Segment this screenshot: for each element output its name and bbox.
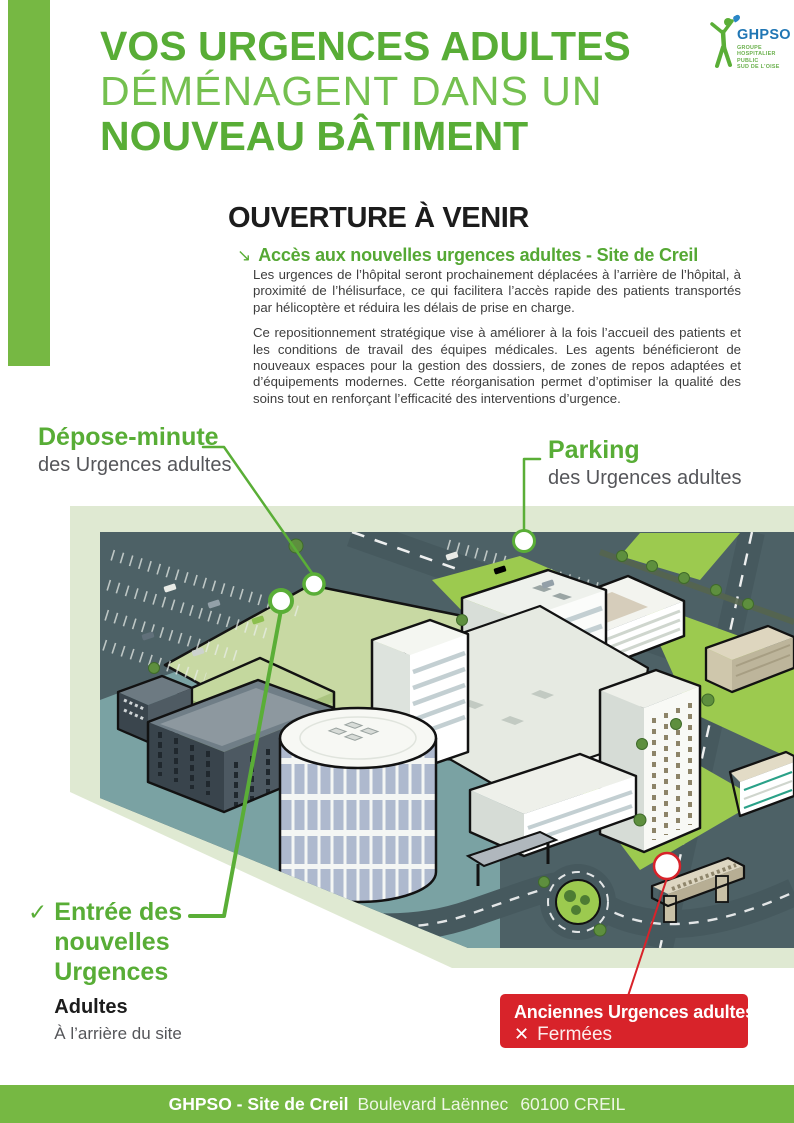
entree-title: Entrée des nouvelles Urgences [54,898,183,986]
marker-parking [514,531,535,552]
parking-subtitle: des Urgences adultes [548,467,742,489]
footer-bar [0,1085,794,1123]
entree-subtitle: À l’arrière du site [54,1024,182,1043]
entree-subtitle-bold: Adultes [54,996,128,1018]
logo-subtitle: GROUPE HOSPITALIER PUBLIC SUD DE L'OISE [737,45,780,71]
parking-title: Parking [548,436,640,464]
check-icon: ✓ [28,899,48,925]
footer-postal-city: 60100 CREIL [520,1093,626,1114]
depose-minute-label [38,424,231,477]
badge-status [514,1024,748,1046]
footer-address: Boulevard Laënnec [357,1093,509,1114]
section-heading: OUVERTURE À VENIR [228,202,529,234]
depose-title: Dépose-minute [38,423,219,451]
footer-site: GHPSO - Site de Creil [168,1093,349,1114]
subheading-text: Accès aux nouvelles urgences adultes - Site de Creil [258,245,699,265]
entree-label [28,897,182,1044]
title-line-3: NOUVEAU BÂTIMENT [100,113,529,159]
depose-subtitle: des Urgences adultes [38,454,232,476]
logo-name: GHPSO [737,27,791,43]
building-cylinder [278,708,438,905]
paragraph-2: Ce repositionnement stratégique vise à améliorer à la fois l’accueil des patients et les conditions de travail des équipes médicales. Les agents bénéficieront de nouveaux espaces pour la gestion des dossiers, de zones de repos adaptées et d’équipements modernes. Cette réorganisation permet d’optimiser la qualité des soins tout en renforçant l’efficacité des interventions d’urgence. [253,325,741,406]
paragraph-1: Les urgences de l’hôpital seront prochainement déplacées à l’arrière de l’hôpital, à proximité de l’hélisurface, ce qui facilitera l’accès rapide des patients transportés par hélicoptère et réduira les délais de prise en charge. [253,267,741,315]
marker-old-urgences [654,853,680,879]
title-line-1: VOS URGENCES ADULTES [100,23,631,69]
marker-entree [270,590,292,612]
badge-status-text: Fermées [537,1024,613,1045]
old-urgences-badge [500,994,755,1048]
marker-depose-minute [304,574,324,594]
badge-title: Anciennes Urgences adultes [514,1002,755,1022]
close-icon: ✕ [514,1024,530,1044]
title-line-2: DÉMÉNAGENT DANS UN [100,68,603,114]
parking-label [548,437,741,490]
arrow-down-right-icon: ↘ [237,246,252,265]
